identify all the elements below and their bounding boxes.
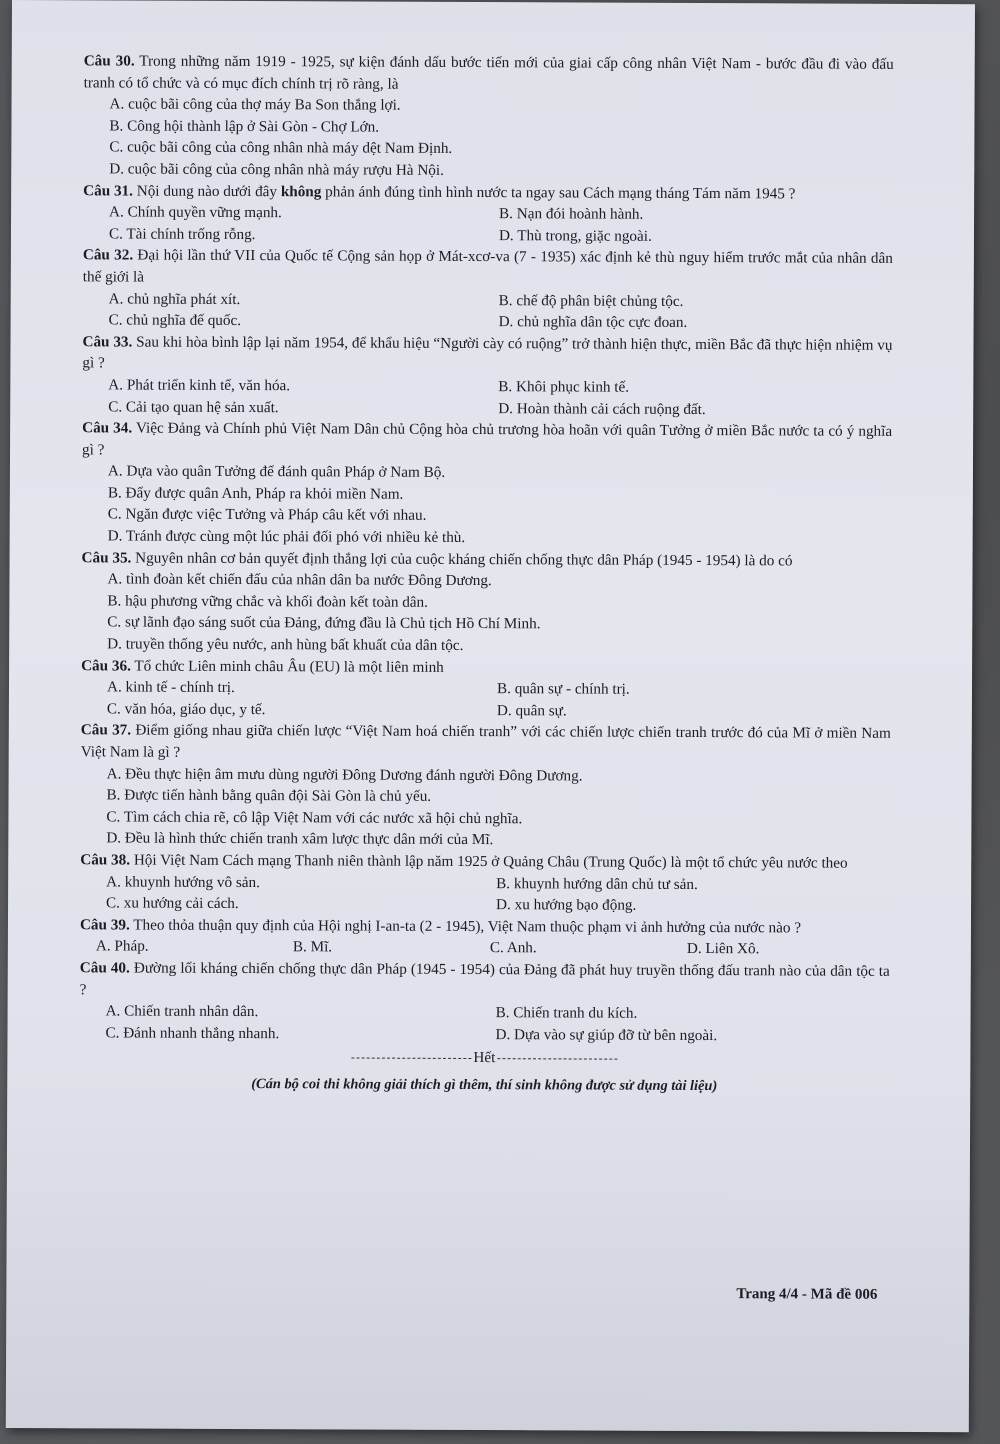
question-40-option-a: A. Chiến tranh nhân dân. xyxy=(105,1002,259,1021)
question-38-option-c: C. xu hướng cải cách. xyxy=(106,894,239,913)
question-34 xyxy=(82,417,893,550)
question-31-option-b: B. Nạn đói hoành hành. xyxy=(499,205,644,223)
question-37-option-a: A. Đều thực hiện âm mưu dùng người Đông Dương đánh người Đông Dương. xyxy=(106,765,583,785)
question-36-text: Tổ chức Liên minh châu Âu (EU) là một liên minh xyxy=(130,657,444,676)
question-37-label: Câu 37. xyxy=(80,721,132,739)
question-39-option-a: A. Pháp. xyxy=(95,937,149,955)
exam-paper xyxy=(6,0,975,1432)
question-32-option-a: A. chủ nghĩa phát xít. xyxy=(108,289,241,308)
question-30-option-b: B. Công hội thành lập ở Sài Gòn - Chợ Lớn. xyxy=(109,117,380,136)
question-31-option-d: D. Thù trong, giặc ngoài. xyxy=(498,226,652,245)
question-40 xyxy=(79,957,889,1047)
question-40-options-row-2 xyxy=(79,1022,889,1047)
question-34-option-d: D. Tránh được cùng một lúc phải đối phó với nhiều kẻ thù. xyxy=(107,527,466,547)
question-35-label: Câu 35. xyxy=(81,548,132,567)
question-30 xyxy=(83,50,894,183)
question-37-stem xyxy=(81,720,891,767)
end-text: Hết xyxy=(473,1049,496,1067)
question-39-option-c: C. Anh. xyxy=(489,939,537,957)
question-40-option-d: D. Dựa vào sự giúp đỡ từ bên ngoài. xyxy=(495,1025,718,1044)
question-31-text-bold: không xyxy=(280,182,322,200)
question-32-option-d: D. chủ nghĩa dân tộc cực đoan. xyxy=(498,313,688,332)
end-marker xyxy=(79,1046,889,1071)
question-33 xyxy=(82,331,892,421)
question-40-option-c: C. Đánh nhanh thắng nhanh. xyxy=(105,1024,280,1042)
question-36-option-a: A. kinh tế - chính trị. xyxy=(106,678,235,697)
question-34-text: Việc Đảng và Chính phủ Việt Nam Dân chủ Cộng hòa chủ trương hòa hoãn với quân Tưởng ở miền Bắc nước ta có ý nghĩa gì ? xyxy=(82,419,893,459)
question-38 xyxy=(80,849,890,917)
question-32-options-row-2 xyxy=(83,309,893,334)
question-36-label: Câu 36. xyxy=(81,656,131,675)
question-31-option-a: A. Chính quyền vững mạnh. xyxy=(109,203,282,222)
question-36-option-b: B. quân sự - chính trị. xyxy=(496,680,630,698)
question-39 xyxy=(80,914,890,961)
exam-content xyxy=(79,50,894,1112)
question-31 xyxy=(83,180,893,248)
question-30-option-c: C. cuộc bãi công của công nhân nhà máy dệt Nam Định. xyxy=(109,138,453,158)
question-38-text: Hội Việt Nam Cách mạng Thanh niên thành lập năm 1925 ở Quảng Châu (Trung Quốc) là một tổ chức yêu nước theo xyxy=(130,851,848,872)
question-35-option-b: B. hậu phương vững chắc và khối đoàn kết toàn dân. xyxy=(107,592,428,611)
question-32-stem xyxy=(83,245,893,292)
question-31-label: Câu 31. xyxy=(83,181,134,200)
question-33-option-a: A. Phát triển kinh tế, văn hóa. xyxy=(108,376,291,395)
question-39-label: Câu 39. xyxy=(79,916,130,934)
question-38-label: Câu 38. xyxy=(80,851,131,869)
question-34-label: Câu 34. xyxy=(82,419,133,437)
question-33-option-c: C. Cải tạo quan hệ sản xuất. xyxy=(108,397,279,416)
question-35-text: Nguyên nhân cơ bản quyết định thắng lợi của cuộc kháng chiến chống thực dân Pháp (1945 - 1954) là do có xyxy=(131,549,793,570)
question-33-option-d: D. Hoàn thành cải cách ruộng đất. xyxy=(498,399,706,418)
proctor-note: (Cán bộ coi thi không giải thích gì thêm, thí sinh không được sử dụng tài liệu) xyxy=(251,1075,718,1094)
question-32 xyxy=(83,245,893,335)
question-30-stem xyxy=(84,50,894,97)
question-35-option-c: C. sự lãnh đạo sáng suốt của Đảng, đứng đầu là Chủ tịch Hồ Chí Minh. xyxy=(107,613,541,633)
question-33-option-b: B. Khôi phục kinh tế. xyxy=(498,378,630,396)
question-32-option-c: C. chủ nghĩa đế quốc. xyxy=(108,311,242,330)
question-32-text: Đại hội lần thứ VII của Quốc tế Cộng sản họp ở Mát-xcơ-va (7 - 1935) xác định kẻ thù nguy hiểm trước mắt của nhân dân thế giới là xyxy=(82,246,893,286)
question-35-option-d: D. truyền thống yêu nước, anh hùng bất khuất của dân tộc. xyxy=(107,635,464,655)
end-rule-left xyxy=(351,1058,471,1060)
question-34-stem xyxy=(82,417,892,464)
question-36-option-c: C. văn hóa, giáo dục, y tế. xyxy=(106,700,266,718)
question-32-option-b: B. chế độ phân biệt chủng tộc. xyxy=(498,291,684,310)
question-33-label: Câu 33. xyxy=(82,333,133,351)
question-38-option-b: B. khuynh hướng dân chủ tư sản. xyxy=(496,874,698,893)
question-38-option-d: D. xu hướng bạo động. xyxy=(496,896,637,914)
question-31-text-before: Nội dung nào dưới đây xyxy=(132,182,281,200)
question-34-option-a: A. Dựa vào quân Tưởng để đánh quân Pháp ở Nam Bộ. xyxy=(107,462,446,482)
question-31-option-c: C. Tài chính trống rỗng. xyxy=(108,225,256,243)
question-37 xyxy=(80,720,891,853)
question-34-option-c: C. Ngăn được việc Tưởng và Pháp câu kết với nhau. xyxy=(107,505,427,525)
question-35-option-a: A. tình đoàn kết chiến đấu của nhân dân ba nước Đông Dương. xyxy=(107,570,492,590)
question-36-option-d: D. quân sự. xyxy=(496,701,567,720)
question-40-text: Đường lối kháng chiến chống thực dân Pháp (1945 - 1954) của Đảng đã phát huy truyền thống đấu tranh nào của dân tộc ta ? xyxy=(79,959,890,998)
question-36 xyxy=(81,655,891,723)
question-33-text: Sau khi hòa bình lập lại năm 1954, để khẩu hiệu “Người cày có ruộng” trở thành hiện thực, miền Bắc đã thực hiện nhiệm vụ gì ? xyxy=(82,333,893,372)
question-37-option-d: D. Đều là hình thức chiến tranh xâm lược thực dân mới của Mĩ. xyxy=(106,829,494,849)
question-38-option-a: A. khuynh hướng vô sản. xyxy=(106,872,260,891)
question-30-option-d: D. cuộc bãi công của công nhân nhà máy rượu Hà Nội. xyxy=(109,160,444,179)
question-33-stem xyxy=(82,331,892,378)
question-38-options-row-2 xyxy=(80,892,890,917)
question-34-option-b: B. Đẩy được quân Anh, Pháp ra khỏi miền Nam. xyxy=(107,484,404,503)
end-rule-right xyxy=(497,1058,617,1060)
question-37-text: Điểm giống nhau giữa chiến lược “Việt Nam hoá chiến tranh” với các chiến lược chiến tranh trước đó của Mĩ ở miền Nam Việt Nam là gì ? xyxy=(80,721,891,761)
question-37-option-b: B. Được tiến hành bằng quân đội Sài Gòn là chủ yếu. xyxy=(106,786,432,806)
question-30-label: Câu 30. xyxy=(83,52,135,70)
question-39-text: Theo thỏa thuận quy định của Hội nghị I-an-ta (2 - 1945), Việt Nam thuộc phạm vi ảnh hưởng của nước nào ? xyxy=(129,916,802,937)
question-40-stem xyxy=(80,957,890,1004)
question-39-option-d: D. Liên Xô. xyxy=(686,940,760,958)
question-39-option-b: B. Mĩ. xyxy=(292,938,333,956)
question-31-text-after: phản ánh đúng tình hình nước ta ngay sau Cách mạng tháng Tám năm 1945 ? xyxy=(321,182,796,202)
question-30-text: Trong những năm 1919 - 1925, sự kiện đánh dấu bước tiến mới của giai cấp công nhân Việt Nam - bước đầu đi vào đấu tranh có tổ chức và có mục đích chính trị rõ ràng, là xyxy=(83,52,894,93)
page-footer: Trang 4/4 - Mã đề 006 xyxy=(736,1286,878,1303)
question-40-option-b: B. Chiến tranh du kích. xyxy=(495,1004,638,1022)
question-30-option-a: A. cuộc bãi công của thợ máy Ba Son thắng lợi. xyxy=(109,95,401,114)
question-37-option-c: C. Tìm cách chia rẽ, cô lập Việt Nam với các nước xã hội chủ nghĩa. xyxy=(106,808,523,828)
question-35 xyxy=(81,547,891,659)
question-32-label: Câu 32. xyxy=(82,246,134,264)
question-40-label: Câu 40. xyxy=(79,959,130,977)
